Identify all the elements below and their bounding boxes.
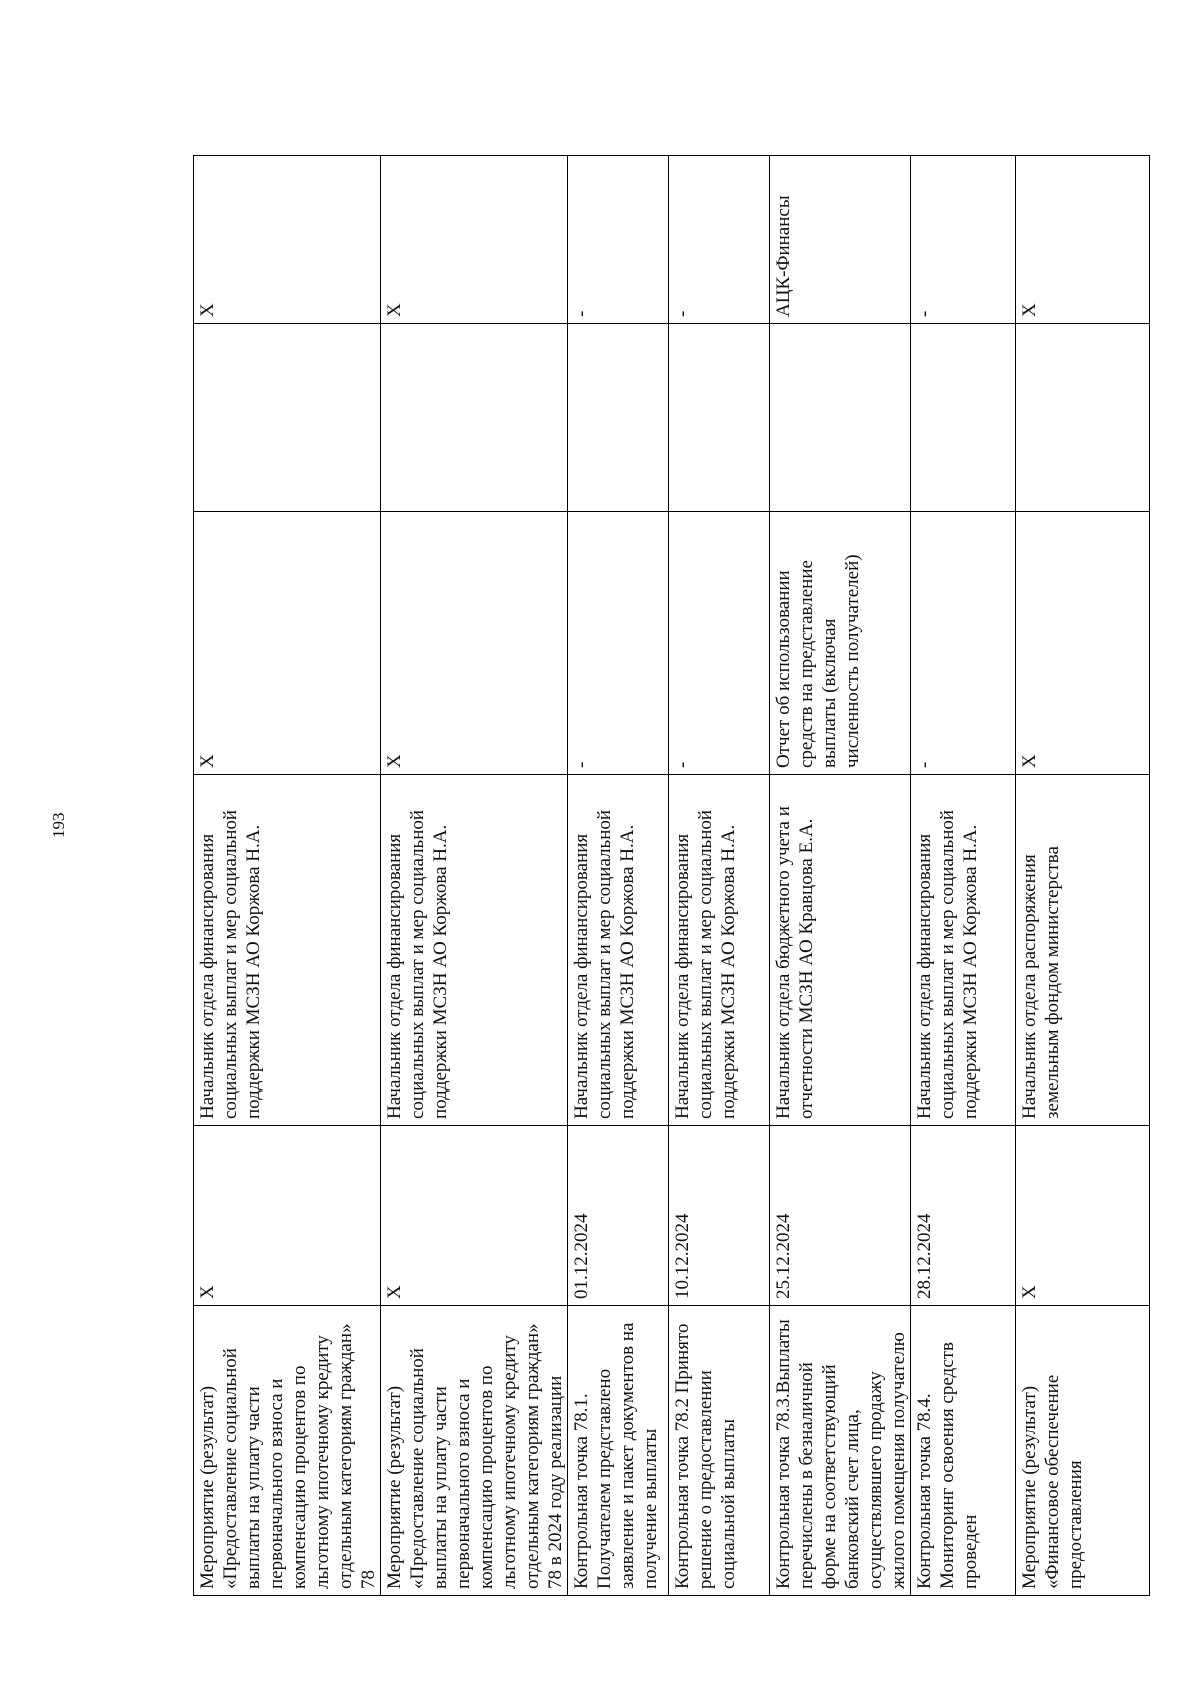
event-cell: Мероприятие (результат) «Предоставление социальной выплаты на уплату части первоначального взноса и компенсацию процентов по льготному ипотечному кредиту отдельным категориям граждан» 78 в 2024 году реализации <box>381 1306 568 1596</box>
table-row <box>1016 156 1150 1596</box>
doc-description-cell <box>911 324 1016 512</box>
date-cell: 28.12.2024 <box>911 1126 1016 1306</box>
responsible-cell: Начальник отдела финансирования социальных выплат и мер социальной поддержки МСЗН АО Коржова Н.А. <box>194 775 381 1126</box>
table-row <box>669 156 770 1596</box>
doc-type-cell: X <box>1016 512 1150 775</box>
info-system-cell: - <box>568 156 669 324</box>
table-row <box>568 156 669 1596</box>
table-row <box>194 156 381 1596</box>
table-row <box>381 156 568 1596</box>
responsible-cell: Начальник отдела финансирования социальных выплат и мер социальной поддержки МСЗН АО Коржова Н.А. <box>911 775 1016 1126</box>
event-cell: Контрольная точка 78.1. Получателем представлено заявление и пакет документов на получение выплаты <box>568 1306 669 1596</box>
info-system-cell: X <box>194 156 381 324</box>
rotated-page-content <box>193 156 1089 1596</box>
date-cell: X <box>381 1126 568 1306</box>
date-cell: 10.12.2024 <box>669 1126 770 1306</box>
responsible-cell: Начальник отдела финансирования социальных выплат и мер социальной поддержки МСЗН АО Коржова Н.А. <box>381 775 568 1126</box>
info-system-cell: - <box>911 156 1016 324</box>
doc-type-cell: - <box>911 512 1016 775</box>
doc-type-cell: X <box>194 512 381 775</box>
doc-description-cell <box>1016 324 1150 512</box>
doc-description-cell <box>194 324 381 512</box>
responsible-cell: Начальник отдела финансирования социальных выплат и мер социальной поддержки МСЗН АО Коржова Н.А. <box>669 775 770 1126</box>
implementation-plan-table <box>193 155 1150 1596</box>
date-cell: X <box>1016 1126 1150 1306</box>
doc-description-cell <box>381 324 568 512</box>
doc-description-cell <box>770 324 911 512</box>
doc-description-cell <box>568 324 669 512</box>
event-cell: Контрольная точка 78.2 Принято решение о предоставлении социальной выплаты <box>669 1306 770 1596</box>
date-cell: 25.12.2024 <box>770 1126 911 1306</box>
info-system-cell: X <box>1016 156 1150 324</box>
doc-type-cell: - <box>669 512 770 775</box>
event-cell: Мероприятие (результат) «Финансовое обеспечение предоставления <box>1016 1306 1150 1596</box>
info-system-cell: АЦК-Финансы <box>770 156 911 324</box>
event-cell: Контрольная точка 78.3.Выплаты перечислены в безналичной форме на соответствующий банковский счет лица, осуществлявшего продажу жилого помещения получателю <box>770 1306 911 1596</box>
doc-type-cell: X <box>381 512 568 775</box>
table-row <box>770 156 911 1596</box>
event-cell: Контрольная точка 78.4. Мониторинг освоения средств проведен <box>911 1306 1016 1596</box>
event-cell: Мероприятие (результат) «Предоставление социальной выплаты на уплату части первоначального взноса и компенсацию процентов по льготному ипотечному кредиту отдельным категориям граждан» 78 <box>194 1306 381 1596</box>
info-system-cell: - <box>669 156 770 324</box>
doc-type-cell: Отчет об использовании средств на представление выплаты (включая численность получателей) <box>770 512 911 775</box>
info-system-cell: X <box>381 156 568 324</box>
date-cell: X <box>194 1126 381 1306</box>
table-row <box>911 156 1016 1596</box>
responsible-cell: Начальник отдела распоряжения земельным фондом министерства <box>1016 775 1150 1126</box>
page-number: 193 <box>49 812 68 838</box>
date-cell: 01.12.2024 <box>568 1126 669 1306</box>
responsible-cell: Начальник отдела бюджетного учета и отчетности МСЗН АО Кравцова Е.А. <box>770 775 911 1126</box>
doc-type-cell: - <box>568 512 669 775</box>
responsible-cell: Начальник отдела финансирования социальных выплат и мер социальной поддержки МСЗН АО Коржова Н.А. <box>568 775 669 1126</box>
doc-description-cell <box>669 324 770 512</box>
